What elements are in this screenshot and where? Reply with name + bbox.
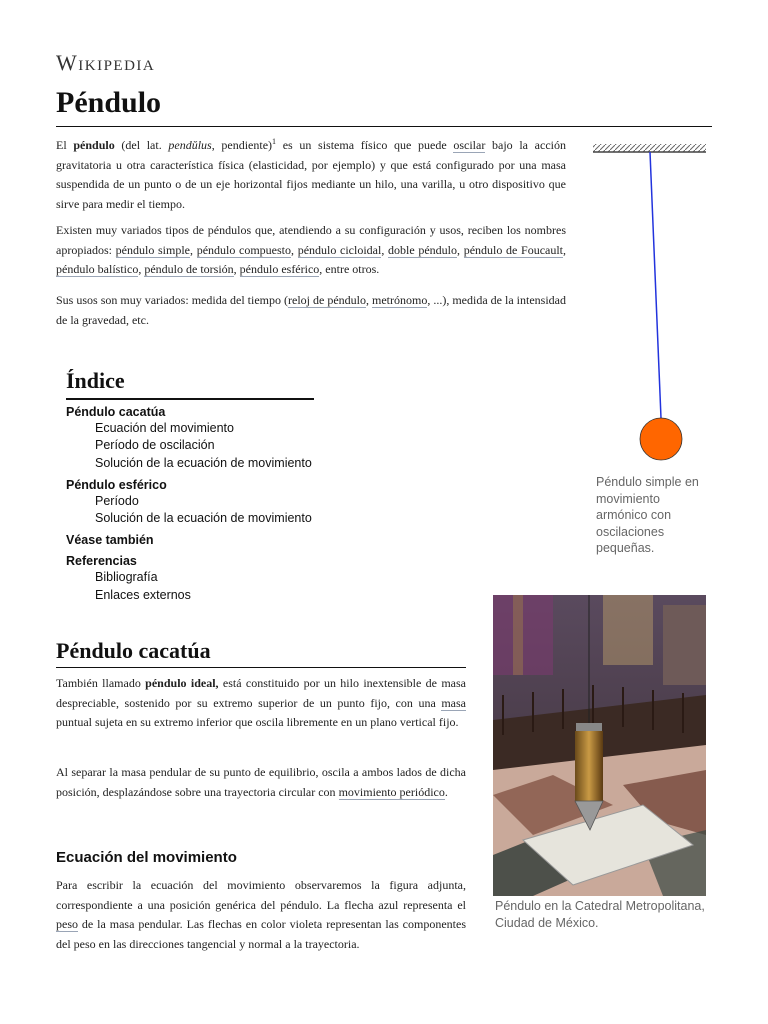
toc-item-solucion-ecuacion[interactable]: Solución de la ecuación de movimiento [95, 455, 312, 470]
toc-item-referencias[interactable]: Referencias [66, 554, 137, 569]
link-pendulo-cicloidal[interactable]: péndulo cicloidal [297, 242, 382, 257]
toc-item-solucion-ecuacion-esferico[interactable]: Solución de la ecuación de movimiento [95, 511, 312, 526]
intro-paragraph-2: Existen muy variados tipos de péndulos que, atendiendo a su configuración y usos, reciben los nombres apropiados: péndulo simple, péndulo compuesto, péndulo cicloidal, doble péndulo, péndulo de Foucault, péndulo balístico, péndulo de torsión, péndulo esférico, entre otros. [56, 223, 567, 276]
link-pendulo-balistico[interactable]: péndulo balístico [56, 262, 139, 276]
section1-paragraph-2: Al separar la masa pendular de su punto de equilibrio, oscila a ambos lados de dicha posición, desplazándose sobre una trayectoria circular con movimiento periódico. [56, 765, 466, 799]
toc-title: Índice [66, 368, 125, 393]
link-pendulo-esferico[interactable]: péndulo esférico [239, 262, 320, 276]
figure-2-caption: Péndulo en la Catedral Metropolitana, Ciudad de México. [495, 899, 705, 930]
toc-item-pendulo-esferico[interactable]: Péndulo esférico [66, 477, 167, 492]
toc-item-vease-tambien[interactable]: Véase también [66, 533, 154, 548]
toc-item-bibliografia[interactable]: Bibliografía [95, 570, 158, 585]
title-divider [56, 126, 712, 127]
page-title: Péndulo [56, 86, 162, 119]
pendulum-support [593, 144, 706, 152]
section1-paragraph-1: También llamado péndulo ideal, está constituido por un hilo inextensible de masa despreciable, sostenido por su extremo superior de un punto fijo, con una masa puntual sujeta en su extremo inferior que oscila libremente en un plano vertical fijo. [56, 676, 466, 729]
link-peso[interactable]: peso [56, 917, 78, 931]
link-pendulo-compuesto[interactable]: péndulo compuesto [196, 242, 292, 257]
link-masa[interactable]: masa [441, 695, 466, 710]
toc-item-pendulo-cacatua[interactable]: Péndulo cacatúa [66, 405, 166, 419]
section-heading-pendulo-cacatua: Péndulo cacatúa [56, 638, 211, 663]
subsection-heading-ecuacion: Ecuación del movimiento [56, 849, 237, 866]
toc-item-periodo-oscilacion[interactable]: Período de oscilación [95, 438, 215, 453]
link-reloj-pendulo[interactable]: reloj de péndulo [288, 293, 366, 307]
intro-paragraph-3: Sus usos son muy variados: medida del tiempo (reloj de péndulo, metrónomo, ...), medida de la intensidad de la gravedad, etc. [56, 293, 566, 327]
link-pendulo-simple[interactable]: péndulo simple [115, 242, 191, 257]
toc-item-ecuacion-movimiento[interactable]: Ecuación del movimiento [95, 421, 234, 435]
intro-paragraph-1: El péndulo (del lat. pendŭlus, pendiente)$^1$ es un sistema físico que puede oscilar bajo la acción gravitatoria u otra característica física (elasticidad, por ejemplo) y que está configurado por una masa suspendida de un punto o de un eje horizontal fijos mediante un hilo, una varilla, u otro dispositivo que sirve para medir el tiempo. [56, 137, 566, 211]
link-oscilar[interactable]: oscilar [453, 138, 486, 152]
reference-1[interactable]: 1 [272, 137, 277, 146]
wikipedia-logo[interactable]: Wikipedia [56, 50, 156, 75]
link-movimiento-periodico[interactable]: movimiento periódico [338, 784, 445, 799]
link-pendulo-torsion[interactable]: péndulo de torsión [144, 262, 234, 276]
pendulum-string [650, 152, 661, 418]
section-divider [56, 667, 466, 668]
table-of-contents [66, 404, 312, 604]
link-pendulo-foucault[interactable]: péndulo de Foucault [463, 242, 564, 257]
subsection1-paragraph-1: Para escribir la ecuación del movimiento observaremos la figura adjunta, correspondiente a una posición genérica del péndulo. La flecha azul representa el peso de la masa pendular. Las flechas en color violeta representan las componentes del peso en las direcciones tangencial y normal a la trayectoria. [56, 878, 466, 951]
simple-pendulum-figure [590, 140, 710, 465]
toc-item-periodo[interactable]: Período [95, 493, 139, 508]
cathedral-pendulum-photo[interactable] [493, 595, 706, 896]
toc-item-enlaces-externos[interactable]: Enlaces externos [95, 587, 191, 602]
link-metronomo[interactable]: metrónomo [372, 293, 428, 307]
link-doble-pendulo[interactable]: doble péndulo [388, 242, 458, 257]
toc-divider [66, 398, 314, 400]
figure-1-caption: Péndulo simple en movimiento armónico con oscilaciones pequeñas. [596, 475, 699, 555]
pendulum-bob [640, 418, 682, 460]
